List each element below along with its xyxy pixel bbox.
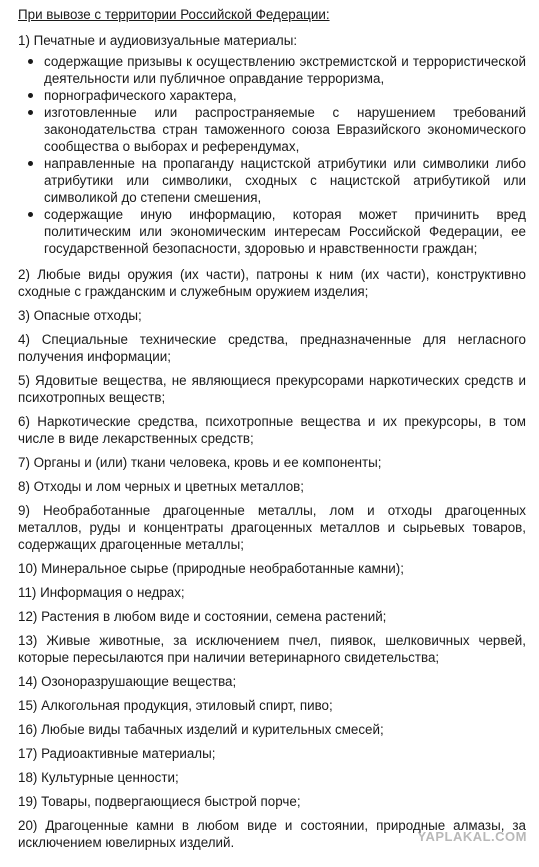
list-item: 10) Минеральное сырье (природные необработанные камни); [18, 561, 404, 576]
list-item: 4) Специальные технические средства, предназначенные для негласного получения информации; [18, 332, 526, 364]
list-item: 2) Любые виды оружия (их части), патроны к ним (их части), конструктивно сходные с гражданским и служебным оружием изделия; [18, 267, 526, 299]
list-item: 17) Радиоактивные материалы; [18, 746, 216, 761]
list-item: 20) Драгоценные камни в любом виде и состоянии, природные алмазы, за исключением ювелирных изделий. [18, 818, 526, 850]
list-item: 7) Органы и (или) ткани человека, кровь и ее компоненты; [18, 455, 382, 470]
watermark-logo: YAPLAKAL.COM [417, 829, 527, 844]
list-item: 3) Опасные отходы; [18, 308, 142, 323]
list-item: 12) Растения в любом виде и состоянии, семена растений; [18, 609, 387, 624]
list-item: 11) Информация о недрах; [18, 585, 185, 600]
bullet-item: содержащие иную информацию, которая может причинить вред политическим или экономическим интересам Российской Федерации, ее государственной безопасности, здоровью и нравственности граждан; [18, 206, 526, 257]
bullet-item: изготовленные или распространяемые с нарушением требований законодательства стран таможенного союза Евразийского экономического сообщества о выборах и референдумах, [18, 104, 526, 155]
bullet-item: направленные на пропаганду нацистской атрибутики или символики либо атрибутики или символики, сходных с нацистской атрибутикой или символикой до степени смешения, [18, 155, 526, 206]
list-item: 9) Необработанные драгоценные металлы, лом и отходы драгоценных металлов, руды и концентраты драгоценных металлов и сырьевых товаров, содержащих драгоценные металлы; [18, 503, 526, 552]
bullet-item: содержащие призывы к осуществлению экстремистской и террористической деятельности или публичное оправдание терроризма, [18, 53, 526, 87]
list-item: 8) Отходы и лом черных и цветных металлов; [18, 479, 304, 494]
list-item-1: 1) Печатные и аудиовизуальные материалы: [18, 33, 298, 48]
bullet-list [18, 53, 526, 257]
list-item: 18) Культурные ценности; [18, 770, 179, 785]
list-item: 19) Товары, подвергающиеся быстрой порче; [18, 794, 301, 809]
document-body [18, 6, 526, 858]
list-item: 5) Ядовитые вещества, не являющиеся прекурсорами наркотических средств и психотропных веществ; [18, 373, 526, 405]
list-item: 14) Озоноразрушающие вещества; [18, 674, 237, 689]
document-title: При вывозе с территории Российской Федерации: [18, 7, 330, 22]
bullet-item: порнографического характера, [18, 87, 526, 104]
list-item: 6) Наркотические средства, психотропные вещества и их прекурсоры, в том числе в виде лекарственных средств; [18, 414, 526, 446]
list-item: 15) Алкогольная продукция, этиловый спирт, пиво; [18, 698, 333, 713]
list-item: 16) Любые виды табачных изделий и курительных смесей; [18, 722, 384, 737]
list-item: 13) Живые животные, за исключением пчел, пиявок, шелковичных червей, которые пересылаются при наличии ветеринарного свидетельства; [18, 633, 526, 665]
